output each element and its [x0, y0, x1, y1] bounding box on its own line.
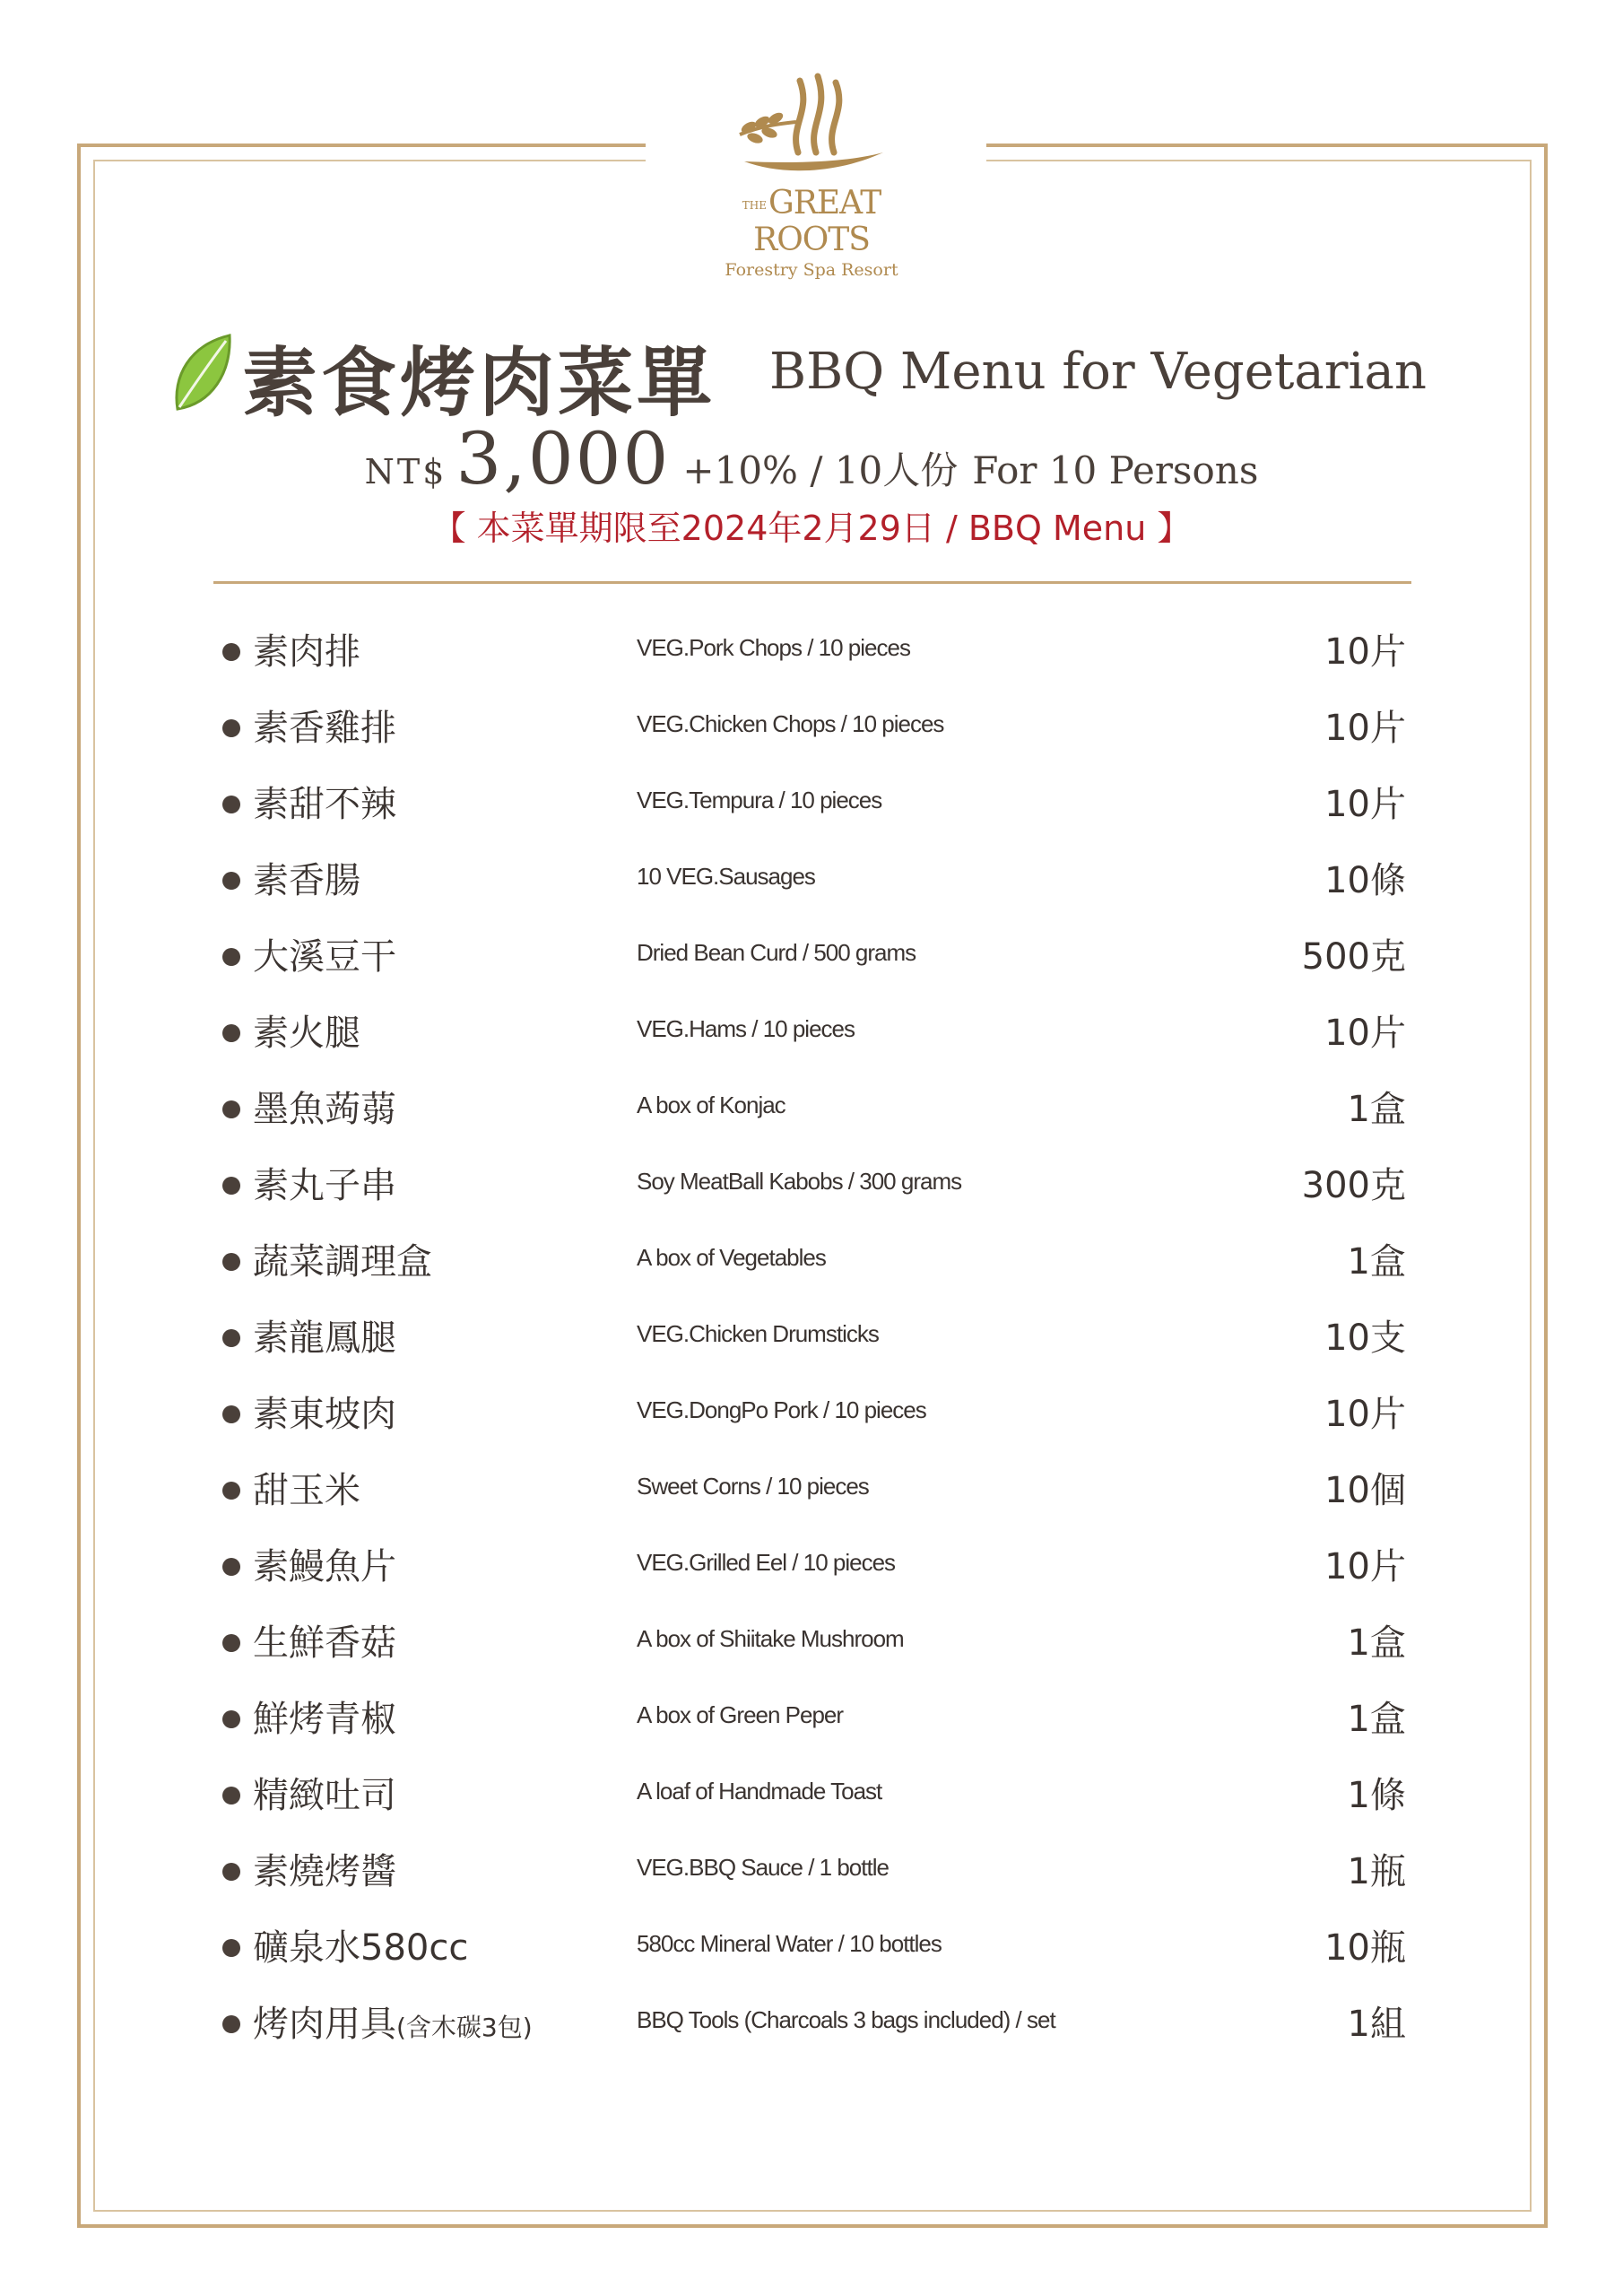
item-name-english: BBQ Tools (Charcoals 3 bags included) / set — [637, 2006, 1055, 2033]
bullet-icon — [222, 643, 240, 661]
price-persons: For 10 Persons — [972, 448, 1259, 492]
bullet-icon — [222, 948, 240, 966]
item-name-english: VEG.Pork Chops / 10 pieces — [637, 634, 910, 661]
item-name-english: A box of Shiitake Mushroom — [637, 1625, 904, 1652]
bullet-icon — [222, 1482, 240, 1500]
bullet-icon — [222, 796, 240, 813]
item-name-chinese: 素龍鳳腿 — [253, 1318, 396, 1359]
item-quantity: 1盒 — [1347, 1699, 1406, 1740]
item-quantity: 1盒 — [1347, 1089, 1406, 1130]
item-name-chinese: 鮮烤青椒 — [253, 1699, 396, 1740]
menu-item — [222, 843, 1406, 919]
item-quantity: 1條 — [1347, 1775, 1406, 1816]
item-name-english: VEG.Tempura / 10 pieces — [637, 787, 882, 813]
item-quantity: 10個 — [1324, 1470, 1406, 1511]
item-name-english: Soy MeatBall Kabobs / 300 grams — [637, 1168, 962, 1195]
item-name-english: VEG.Chicken Chops / 10 pieces — [637, 710, 944, 737]
item-name-chinese: 素火腿 — [253, 1013, 360, 1054]
item-name-english: Sweet Corns / 10 pieces — [637, 1473, 869, 1500]
item-name-english: 580cc Mineral Water / 10 bottles — [637, 1930, 942, 1957]
item-quantity: 10片 — [1324, 1546, 1406, 1587]
menu-item — [222, 1605, 1406, 1682]
menu-item — [222, 614, 1406, 691]
item-name-english: VEG.DongPo Pork / 10 pieces — [637, 1396, 926, 1423]
bullet-icon — [222, 1787, 240, 1805]
menu-item — [222, 1987, 1406, 2063]
item-name-english: 10 VEG.Sausages — [637, 863, 815, 890]
menu-title-row — [170, 323, 1426, 430]
bullet-icon — [222, 1253, 240, 1271]
bullet-icon — [222, 872, 240, 890]
menu-item — [222, 1148, 1406, 1224]
item-quantity: 10片 — [1324, 708, 1406, 749]
price-service-and-portion: +10% / 10人份 — [682, 448, 959, 492]
item-name-chinese: 素東坡肉 — [253, 1394, 396, 1435]
item-quantity: 1瓶 — [1347, 1851, 1406, 1892]
item-quantity: 300克 — [1301, 1165, 1406, 1206]
item-quantity: 1盒 — [1347, 1622, 1406, 1664]
menu-item — [222, 1910, 1406, 1987]
header-divider — [213, 581, 1411, 584]
bullet-icon — [222, 1710, 240, 1728]
item-name-chinese: 烤肉用具(含木碳3包) — [253, 2004, 533, 2045]
item-quantity: 10片 — [1324, 631, 1406, 673]
item-quantity: 10片 — [1324, 1394, 1406, 1435]
item-name-chinese: 甜玉米 — [253, 1470, 360, 1511]
item-name-chinese: 墨魚蒟蒻 — [253, 1089, 396, 1130]
price-currency: NT$ — [364, 452, 447, 491]
item-name-chinese: 素鰻魚片 — [253, 1546, 396, 1587]
item-quantity: 500克 — [1301, 936, 1406, 978]
menu-item — [222, 1529, 1406, 1605]
menu-item — [222, 1072, 1406, 1148]
menu-item — [222, 1224, 1406, 1300]
item-quantity: 10片 — [1324, 784, 1406, 825]
item-name-chinese: 精緻吐司 — [253, 1775, 396, 1816]
item-quantity: 10支 — [1324, 1318, 1406, 1359]
item-name-chinese: 礦泉水580cc — [253, 1927, 469, 1969]
menu-item — [222, 919, 1406, 996]
menu-item — [222, 996, 1406, 1072]
wheat-flame-icon — [726, 63, 897, 179]
item-quantity: 1盒 — [1347, 1241, 1406, 1283]
bullet-icon — [222, 1558, 240, 1576]
menu-item — [222, 1453, 1406, 1529]
menu-item — [222, 1834, 1406, 1910]
item-name-english: VEG.BBQ Sauce / 1 bottle — [637, 1854, 889, 1881]
item-name-chinese: 素丸子串 — [253, 1165, 396, 1206]
item-name-english: Dried Bean Curd / 500 grams — [637, 939, 916, 966]
logo-subtitle: Forestry Spa Resort — [725, 260, 898, 280]
item-name-chinese: 素香腸 — [253, 860, 360, 901]
item-name-chinese: 蔬菜調理盒 — [253, 1241, 432, 1283]
item-name-english: A box of Green Peper — [637, 1701, 844, 1728]
item-name-english: VEG.Chicken Drumsticks — [637, 1320, 879, 1347]
bullet-icon — [222, 719, 240, 737]
leaf-icon — [170, 332, 235, 414]
menu-item — [222, 1377, 1406, 1453]
item-quantity: 10片 — [1324, 1013, 1406, 1054]
menu-item — [222, 1300, 1406, 1377]
bullet-icon — [222, 1634, 240, 1652]
item-name-chinese: 素香雞排 — [253, 708, 396, 749]
price-amount: 3,000 — [456, 417, 671, 500]
menu-item-list — [222, 614, 1406, 2063]
item-quantity: 1組 — [1347, 2004, 1406, 2045]
validity-note: 【 本菜單期限至2024年2月29日 / BBQ Menu 】 — [431, 509, 1192, 548]
item-quantity: 10瓶 — [1324, 1927, 1406, 1969]
bullet-icon — [222, 2015, 240, 2033]
bullet-icon — [222, 1100, 240, 1118]
bullet-icon — [222, 1939, 240, 1957]
item-name-chinese: 素燒烤醬 — [253, 1851, 396, 1892]
item-name-english: VEG.Grilled Eel / 10 pieces — [637, 1549, 896, 1576]
logo-name: THEGREAT ROOTS — [742, 185, 881, 258]
item-name-english: A loaf of Handmade Toast — [637, 1778, 882, 1805]
menu-title-english: BBQ Menu for Vegetarian — [769, 343, 1427, 401]
bullet-icon — [222, 1863, 240, 1881]
item-name-english: VEG.Hams / 10 pieces — [637, 1015, 855, 1042]
menu-title-chinese: 素食烤肉菜單 — [242, 338, 716, 427]
bullet-icon — [222, 1177, 240, 1195]
menu-item — [222, 767, 1406, 843]
menu-item — [222, 691, 1406, 767]
item-name-chinese: 素甜不辣 — [253, 784, 396, 825]
item-name-english: A box of Vegetables — [637, 1244, 826, 1271]
bullet-icon — [222, 1329, 240, 1347]
bullet-icon — [222, 1405, 240, 1423]
item-name-english: A box of Konjac — [637, 1091, 785, 1118]
menu-item — [222, 1758, 1406, 1834]
item-name-chinese: 生鮮香菇 — [253, 1622, 396, 1664]
resort-logo — [681, 63, 942, 278]
item-quantity: 10條 — [1324, 860, 1406, 901]
bullet-icon — [222, 1024, 240, 1042]
menu-item — [222, 1682, 1406, 1758]
item-name-chinese: 素肉排 — [253, 631, 360, 673]
item-name-chinese: 大溪豆干 — [253, 936, 396, 978]
price-line — [0, 417, 1623, 500]
